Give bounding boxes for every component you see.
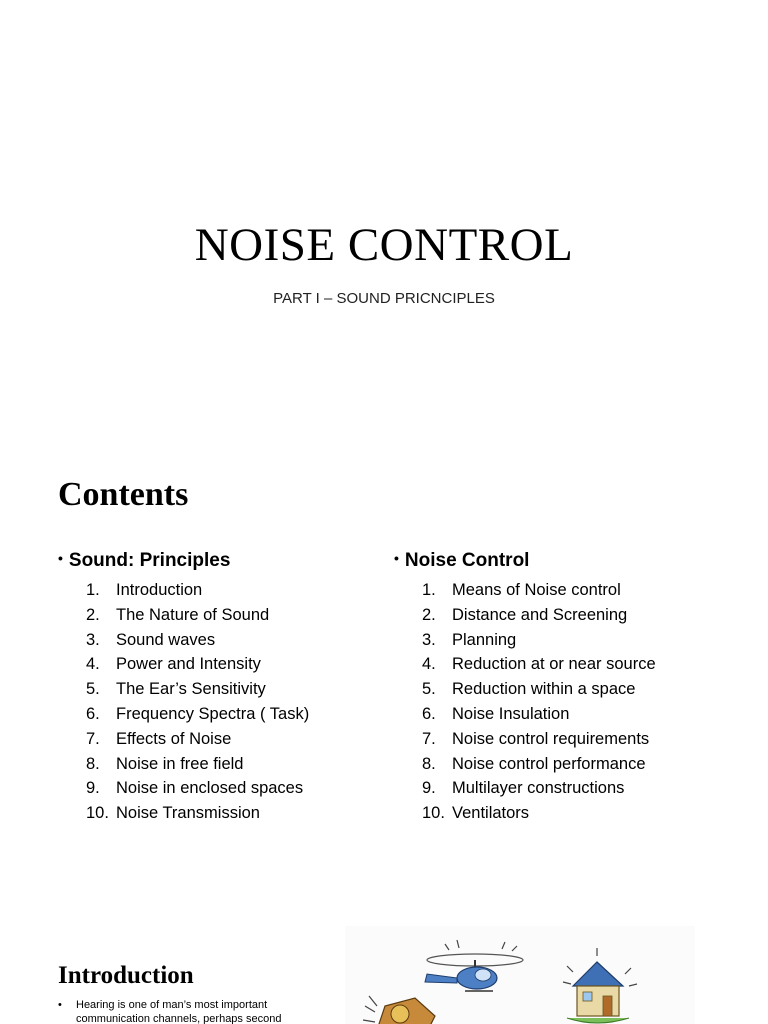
item-text: Power and Intensity (116, 655, 261, 674)
item-text: Noise Insulation (452, 704, 570, 723)
list-item (394, 702, 656, 727)
column-title (58, 550, 309, 572)
intro-paragraph: Hearing is one of man’s most important communication channels, perhaps second (76, 999, 282, 1024)
list-item (58, 702, 309, 727)
item-number: 3. (422, 630, 436, 649)
list-item (58, 677, 309, 702)
item-number: 7. (86, 729, 100, 748)
bullet-icon: • (394, 550, 399, 566)
list-item (58, 578, 309, 603)
item-number: 2. (422, 605, 436, 624)
list-item (58, 752, 309, 777)
list-item (394, 652, 656, 677)
list-item (394, 628, 656, 653)
item-text: Introduction (116, 581, 203, 599)
slide-title: NOISE CONTROL (194, 219, 574, 271)
introduction-heading: Introduction (58, 962, 194, 989)
contents-slide (0, 440, 768, 900)
item-text: Noise control performance (452, 754, 646, 773)
item-number: 2. (86, 605, 100, 624)
item-number: 1. (86, 581, 100, 599)
item-text: Reduction within a space (452, 680, 636, 699)
item-text: Reduction at or near source (452, 655, 656, 674)
item-number: 10. (86, 804, 109, 823)
item-number: 3. (86, 630, 100, 649)
item-number: 7. (422, 729, 436, 748)
list-item (58, 628, 309, 653)
sound-principles-column (58, 550, 309, 826)
noise-control-column (394, 550, 656, 826)
item-number: 4. (422, 655, 436, 674)
item-text: Noise in enclosed spaces (116, 779, 304, 798)
list-item (58, 727, 309, 752)
item-text: The Nature of Sound (116, 605, 270, 624)
item-number: 8. (86, 754, 100, 773)
item-number: 5. (86, 680, 100, 699)
item-text: Ventilators (452, 804, 530, 823)
item-number: 5. (422, 680, 436, 699)
list-item (394, 677, 656, 702)
list-item (394, 727, 656, 752)
item-text: Multilayer constructions (452, 779, 625, 798)
list-item (58, 801, 309, 826)
item-number: 6. (86, 704, 100, 723)
item-text: Noise Transmission (116, 804, 260, 823)
list-item (394, 801, 656, 826)
list-item (58, 776, 309, 801)
introduction-slide (0, 900, 768, 1024)
list-item (58, 603, 309, 628)
item-number: 8. (422, 754, 436, 773)
item-text: Distance and Screening (452, 605, 628, 624)
list-item (58, 652, 309, 677)
item-text: Sound waves (116, 630, 216, 649)
intro-bullet (58, 998, 298, 1024)
noise-illustration (345, 926, 695, 1024)
bullet-icon: • (58, 999, 62, 1011)
item-number: 10. (422, 804, 445, 823)
item-number: 6. (422, 704, 436, 723)
column-title-text: Noise Control (404, 550, 530, 571)
item-number: 9. (422, 779, 436, 798)
sound-principles-list (58, 578, 309, 826)
item-text: Effects of Noise (116, 729, 232, 748)
item-text: Frequency Spectra ( Task) (116, 704, 310, 723)
list-item (394, 603, 656, 628)
list-item (394, 776, 656, 801)
item-number: 4. (86, 655, 100, 674)
item-text: Noise in free field (116, 754, 244, 773)
title-slide (0, 0, 768, 430)
item-text: Means of Noise control (452, 581, 621, 599)
item-number: 1. (422, 581, 436, 599)
column-title (394, 550, 656, 572)
list-item (394, 752, 656, 777)
column-title-text: Sound: Principles (68, 550, 231, 571)
noise-control-list (394, 578, 656, 826)
item-text: Noise control requirements (452, 729, 650, 748)
slide-subtitle: PART I – SOUND PRICNCIPLES (273, 290, 495, 307)
list-item (394, 578, 656, 603)
item-text: The Ear’s Sensitivity (116, 680, 266, 699)
contents-heading: Contents (58, 476, 189, 513)
item-text: Planning (452, 630, 517, 649)
bullet-icon: • (58, 550, 63, 566)
item-number: 9. (86, 779, 100, 798)
